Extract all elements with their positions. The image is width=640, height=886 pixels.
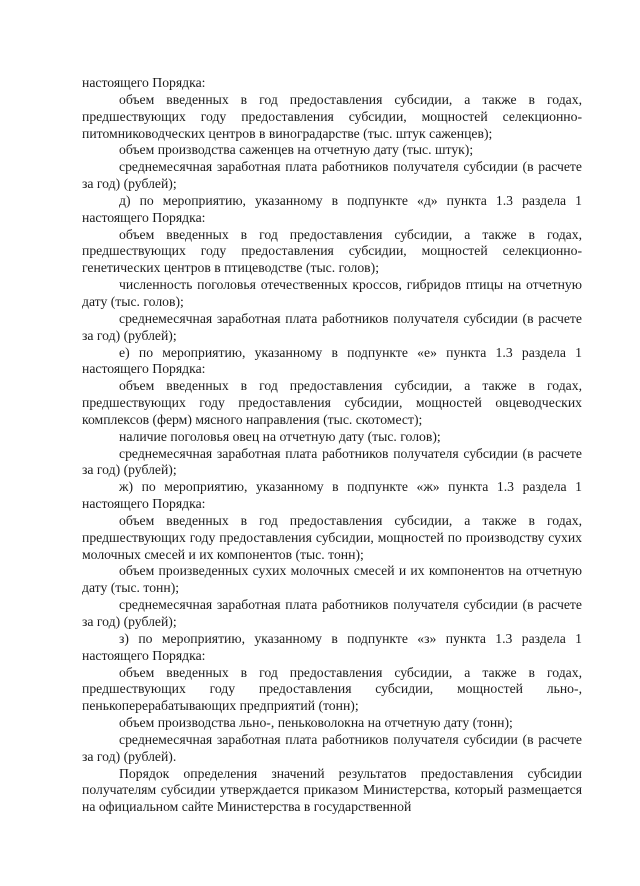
paragraph-item-e: е) по мероприятию, указанному в подпункте «е» пункта 1.3 раздела 1 настоящего Порядка: [82, 344, 582, 377]
document-body [82, 75, 582, 816]
paragraph: среднемесячная заработная плата работников получателя субсидии (в расчете за год) (рублей); [82, 159, 582, 192]
paragraph: объем производства саженцев на отчетную дату (тыс. штук); [119, 142, 474, 158]
paragraph: среднемесячная заработная плата работников получателя субсидии (в расчете за год) (рублей); [82, 597, 582, 629]
paragraph: объем введенных в год предоставления субсидии, а также в годах, предшествующих году предоставления субсидии, мощностей селекционно-питомниководческих центров в виноградарстве (тыс. штук саженцев); [82, 91, 582, 141]
paragraph: Порядок определения значений результатов предоставления субсидии получателям субсидии утверждается приказом Министерства, который размещается на официальном сайте Министерства в государственной [82, 765, 582, 815]
paragraph-item-z: з) по мероприятию, указанному в подпункте «з» пункта 1.3 раздела 1 настоящего Порядка: [82, 630, 582, 663]
paragraph: объем введенных в год предоставления субсидии, а также в годах, предшествующих году предоставления субсидии, мощностей по производству сухих молочных смесей и их компонентов (тыс. тонн); [82, 512, 582, 562]
paragraph: наличие поголовья овец на отчетную дату (тыс. голов); [119, 428, 441, 444]
paragraph: объем произведенных сухих молочных смесей и их компонентов на отчетную дату (тыс. тонн); [82, 563, 582, 596]
paragraph: объем введенных в год предоставления субсидии, а также в годах, предшествующих году предоставления субсидии, мощностей льно-, пенькоперерабатывающих предприятий (тонн); [82, 664, 582, 714]
paragraph: объем введенных в год предоставления субсидии, а также в годах, предшествующих году предоставления субсидии, мощностей селекционно-генетических центров в птицеводстве (тыс. голов); [82, 226, 582, 276]
paragraph: численность поголовья отечественных кроссов, гибридов птицы на отчетную дату (тыс. голов); [82, 277, 582, 309]
paragraph: среднемесячная заработная плата работников получателя субсидии (в расчете за год) (рублей). [82, 731, 582, 764]
paragraph: среднемесячная заработная плата работников получателя субсидии (в расчете за год) (рублей); [82, 445, 582, 478]
paragraph: объем производства льно-, пеньковолокна на отчетную дату (тонн); [119, 715, 513, 731]
paragraph: среднемесячная заработная плата работников получателя субсидии (в расчете за год) (рублей); [82, 310, 582, 343]
paragraph-continuation: настоящего Порядка: [82, 75, 206, 90]
paragraph-item-zh: ж) по мероприятию, указанному в подпункте «ж» пункта 1.3 раздела 1 настоящего Порядка: [82, 479, 582, 512]
paragraph-item-d: д) по мероприятию, указанному в подпункте «д» пункта 1.3 раздела 1 настоящего Порядка: [82, 192, 582, 225]
paragraph: объем введенных в год предоставления субсидии, а также в годах, предшествующих году предоставления субсидии, мощностей овцеводческих комплексов (ферм) мясного направления (тыс. скотомест); [82, 378, 582, 427]
